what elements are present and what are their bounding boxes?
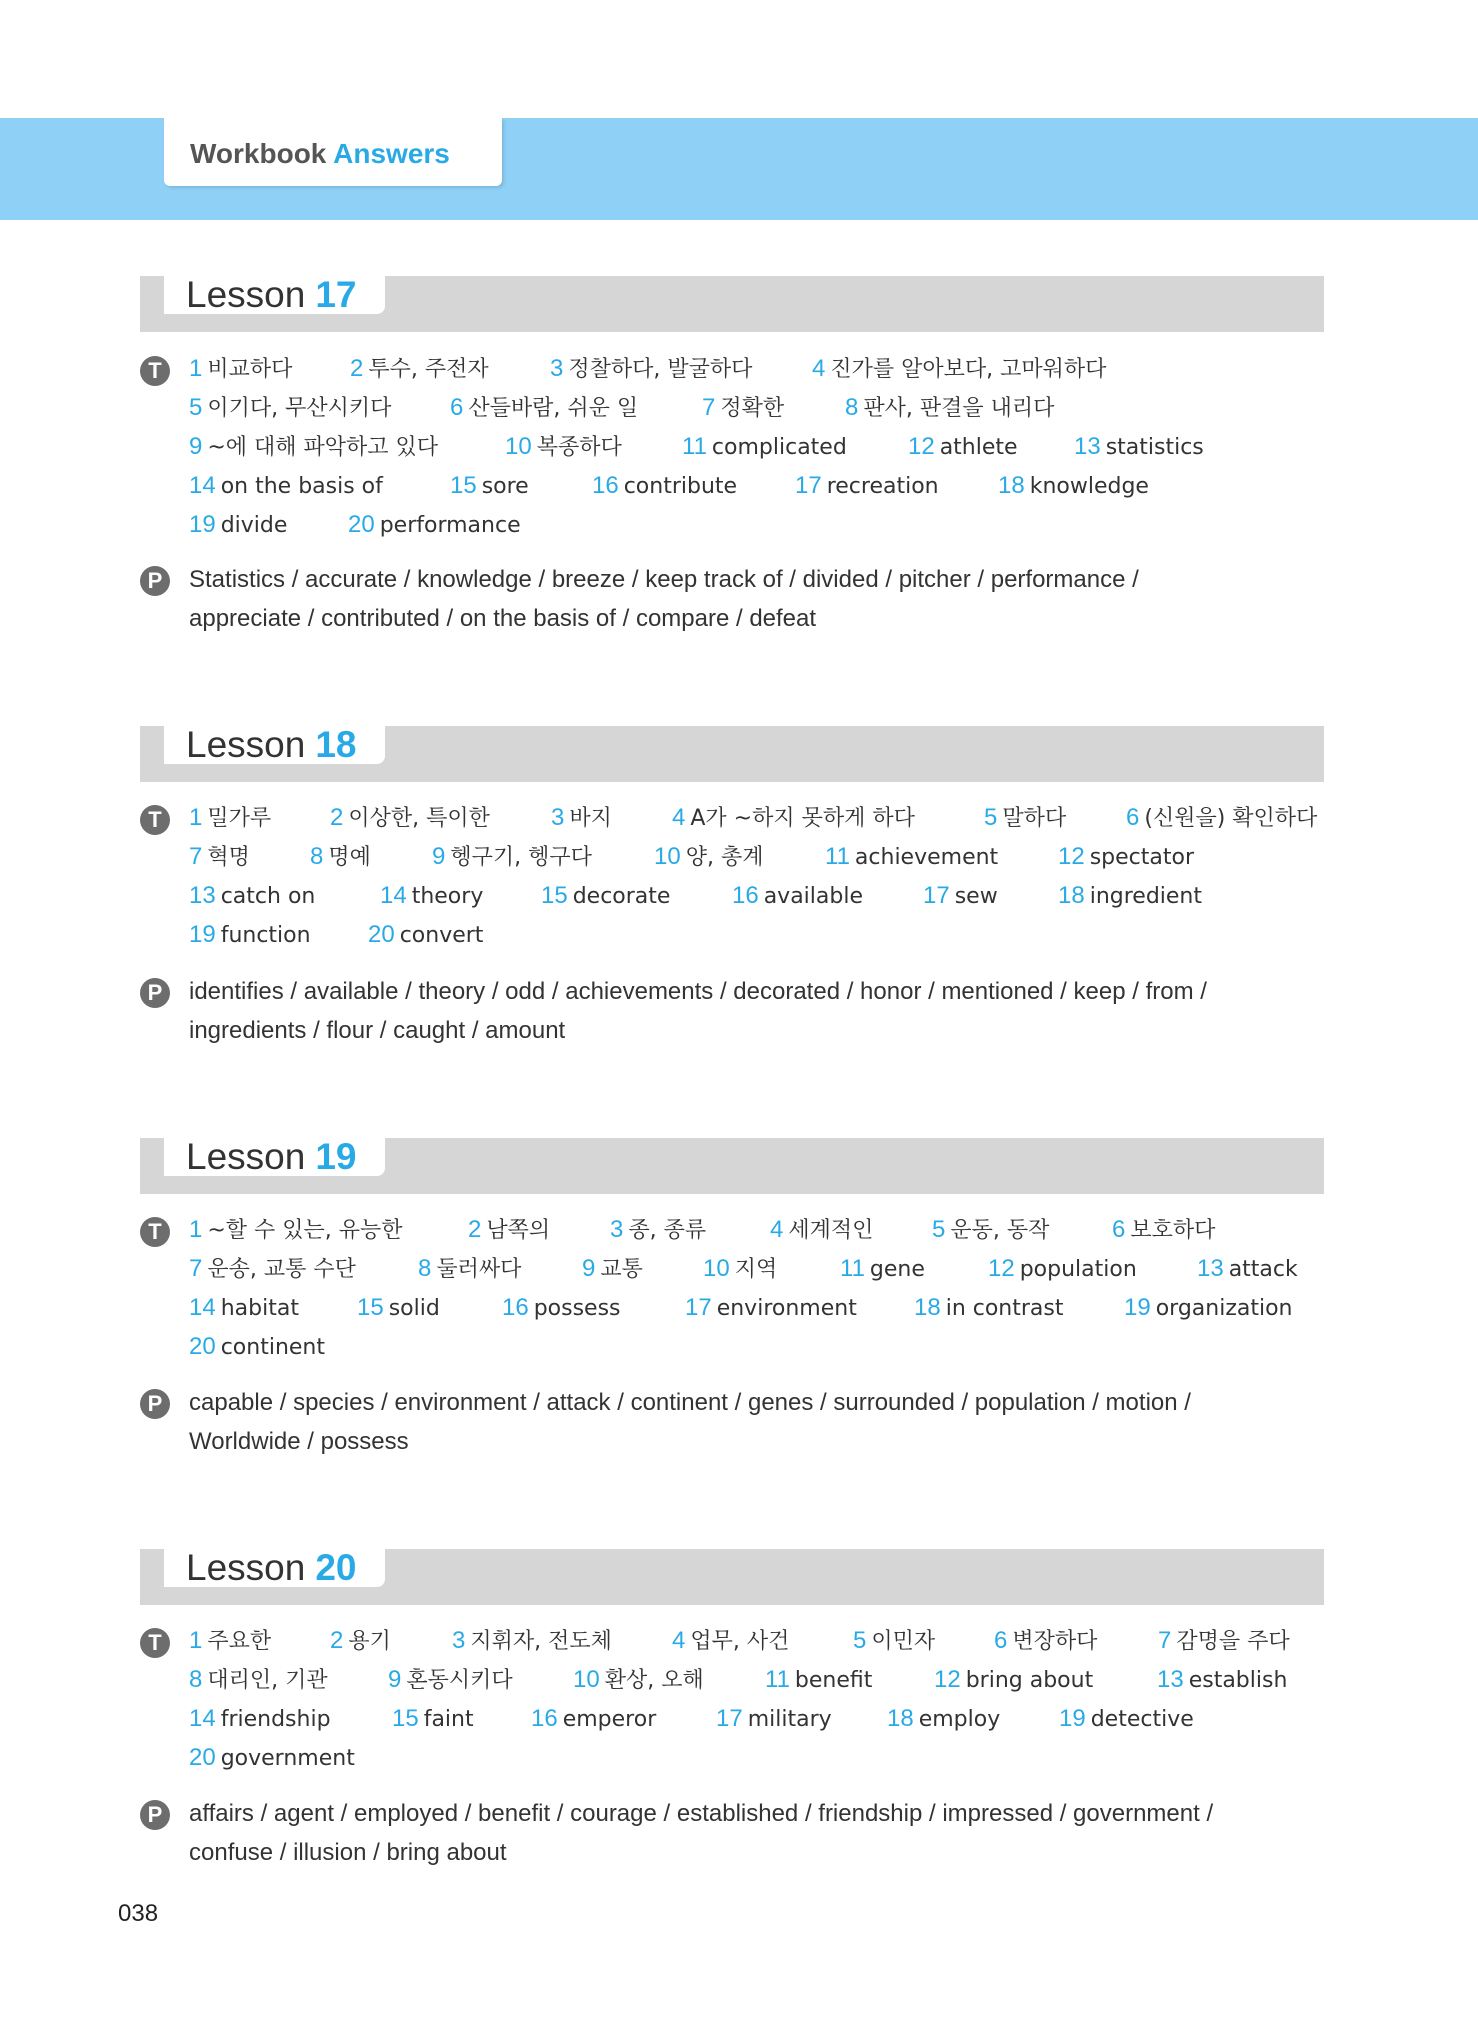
- vocab-item: [357, 1293, 440, 1324]
- vocab-item: [795, 471, 939, 502]
- item-number: 14: [380, 882, 407, 909]
- item-text: 교통: [600, 1257, 643, 1282]
- vocab-item: [887, 1704, 1000, 1735]
- item-number: 15: [450, 472, 477, 499]
- vocab-item: [392, 1704, 474, 1735]
- vocab-item: [189, 471, 383, 502]
- vocab-item: [189, 393, 391, 424]
- vocab-item: [550, 354, 752, 385]
- item-number: 20: [189, 1744, 216, 1771]
- item-text: complicated: [711, 435, 847, 460]
- item-text: 남쪽의: [486, 1218, 551, 1243]
- vocab-item: [189, 510, 287, 541]
- item-text: benefit: [794, 1668, 873, 1693]
- item-text: 환상, 오해: [604, 1668, 704, 1693]
- practice-line: appreciate / contributed / on the basis of / compare / defeat: [189, 605, 817, 632]
- vocab-item: [189, 1254, 356, 1285]
- vocab-item: [1124, 1293, 1293, 1324]
- item-text: (신원을) 확인하다: [1144, 806, 1318, 831]
- item-text: 바지: [569, 806, 612, 831]
- item-number: 10: [654, 843, 681, 870]
- vocab-item: [716, 1704, 832, 1735]
- item-number: 8: [418, 1255, 432, 1282]
- item-text: 정찰하다, 발굴하다: [568, 357, 753, 382]
- item-text: military: [747, 1707, 832, 1732]
- item-text: theory: [411, 884, 484, 909]
- item-number: 20: [368, 921, 395, 948]
- item-number: 5: [853, 1627, 867, 1654]
- item-number: 4: [770, 1216, 784, 1243]
- item-text: habitat: [220, 1296, 299, 1321]
- item-text: catch on: [220, 884, 316, 909]
- item-text: 대리인, 기관: [207, 1668, 328, 1693]
- item-text: 양, 총계: [685, 845, 764, 870]
- t-badge-icon: T: [140, 805, 170, 835]
- vocab-item: [505, 432, 622, 463]
- p-badge-icon: P: [140, 1800, 170, 1830]
- vocab-item: [450, 471, 529, 502]
- item-text: 운동, 동작: [950, 1218, 1050, 1243]
- item-text: 정확한: [720, 396, 785, 421]
- item-text: 업무, 사건: [690, 1629, 790, 1654]
- item-number: 9: [189, 433, 203, 460]
- item-text: 지역: [734, 1257, 778, 1282]
- vocab-item: [914, 1293, 1064, 1324]
- vocab-item: [189, 920, 311, 951]
- item-number: 20: [189, 1333, 216, 1360]
- vocab-item: [189, 803, 271, 834]
- item-text: establish: [1188, 1668, 1288, 1693]
- vocab-item: [330, 803, 490, 834]
- item-number: 6: [450, 394, 464, 421]
- item-text: statistics: [1105, 435, 1204, 460]
- item-number: 11: [765, 1666, 790, 1693]
- vocab-item: [189, 432, 438, 463]
- item-text: convert: [399, 923, 484, 948]
- item-text: continent: [220, 1335, 325, 1360]
- practice-line: Statistics / accurate / knowledge / breeze / keep track of / divided / pitcher / performance /: [189, 566, 1139, 593]
- vocab-item: [923, 881, 998, 912]
- item-text: 혼동시키다: [406, 1668, 513, 1693]
- item-text: 세계적인: [788, 1218, 874, 1243]
- p-badge-icon: P: [140, 978, 170, 1008]
- item-number: 7: [1158, 1627, 1172, 1654]
- item-text: ~에 대해 파악하고 있다: [207, 435, 439, 460]
- item-number: 8: [310, 843, 324, 870]
- item-number: 11: [825, 843, 850, 870]
- vocab-item: [350, 354, 489, 385]
- item-number: 9: [388, 1666, 402, 1693]
- item-text: population: [1019, 1257, 1137, 1282]
- item-number: 11: [682, 433, 707, 460]
- item-number: 8: [845, 394, 859, 421]
- vocab-item: [1059, 1704, 1194, 1735]
- item-text: sore: [481, 474, 529, 499]
- vocab-item: [450, 393, 638, 424]
- item-text: 지휘자, 전도체: [470, 1629, 612, 1654]
- item-number: 2: [330, 804, 344, 831]
- item-text: emperor: [562, 1707, 657, 1732]
- vocab-item: [1058, 881, 1202, 912]
- item-text: ingredient: [1089, 884, 1203, 909]
- item-number: 7: [189, 843, 203, 870]
- vocab-item: [551, 803, 612, 834]
- vocab-item: [189, 1293, 299, 1324]
- lesson-number: 20: [315, 1547, 357, 1588]
- item-number: 10: [573, 1666, 600, 1693]
- item-text: 비교하다: [207, 357, 293, 382]
- item-text: gene: [869, 1257, 925, 1282]
- vocab-item: [702, 393, 784, 424]
- item-number: 1: [189, 1627, 203, 1654]
- vocab-item: [189, 1332, 325, 1363]
- item-text: 투수, 주전자: [368, 357, 489, 382]
- t-badge-icon: T: [140, 1628, 170, 1658]
- item-number: 9: [432, 843, 446, 870]
- vocab-item: [984, 803, 1066, 834]
- item-number: 2: [468, 1216, 482, 1243]
- vocab-item: [908, 432, 1018, 463]
- lesson-title: [186, 272, 356, 318]
- item-text: 말하다: [1002, 806, 1067, 831]
- item-number: 15: [357, 1294, 384, 1321]
- vocab-item: [189, 1704, 331, 1735]
- practice-line: identifies / available / theory / odd / achievements / decorated / honor / mentioned / keep / from /: [189, 978, 1207, 1005]
- vocab-item: [189, 354, 292, 385]
- item-number: 5: [932, 1216, 946, 1243]
- item-number: 17: [923, 882, 950, 909]
- item-text: 혁명: [207, 845, 250, 870]
- item-number: 1: [189, 355, 203, 382]
- item-number: 8: [189, 1666, 203, 1693]
- item-number: 19: [189, 921, 216, 948]
- item-number: 3: [610, 1216, 624, 1243]
- item-text: 헹구기, 헹구다: [450, 845, 592, 870]
- item-number: 4: [672, 1627, 686, 1654]
- item-text: sew: [954, 884, 998, 909]
- item-number: 5: [189, 394, 203, 421]
- item-number: 6: [994, 1627, 1008, 1654]
- vocab-item: [988, 1254, 1137, 1285]
- vocab-item: [610, 1215, 706, 1246]
- item-number: 4: [812, 355, 826, 382]
- vocab-item: [468, 1215, 550, 1246]
- vocab-item: [685, 1293, 857, 1324]
- item-number: 6: [1112, 1216, 1126, 1243]
- vocab-item: [189, 842, 250, 873]
- item-text: 둘러싸다: [436, 1257, 522, 1282]
- item-text: faint: [423, 1707, 474, 1732]
- lesson-title: [186, 1134, 356, 1180]
- item-text: 주요한: [207, 1629, 272, 1654]
- vocab-item: [541, 881, 670, 912]
- item-text: in contrast: [945, 1296, 1064, 1321]
- item-text: 감명을 주다: [1176, 1629, 1290, 1654]
- item-text: 명예: [328, 845, 371, 870]
- item-number: 3: [550, 355, 564, 382]
- vocab-item: [1197, 1254, 1298, 1285]
- item-number: 13: [1074, 433, 1101, 460]
- vocab-item: [348, 510, 521, 541]
- item-number: 11: [840, 1255, 865, 1282]
- item-text: 이기다, 무산시키다: [207, 396, 392, 421]
- vocab-item: [189, 881, 315, 912]
- item-text: attack: [1228, 1257, 1298, 1282]
- item-number: 17: [716, 1705, 743, 1732]
- item-text: function: [220, 923, 311, 948]
- vocab-item: [592, 471, 737, 502]
- item-text: 보호하다: [1130, 1218, 1216, 1243]
- vocab-item: [845, 393, 1054, 424]
- vocab-item: [770, 1215, 873, 1246]
- vocab-item: [418, 1254, 521, 1285]
- item-number: 19: [1059, 1705, 1086, 1732]
- lesson-label: Lesson: [186, 1136, 306, 1177]
- item-number: 12: [908, 433, 935, 460]
- item-number: 15: [541, 882, 568, 909]
- item-number: 17: [795, 472, 822, 499]
- item-text: contribute: [623, 474, 738, 499]
- item-number: 1: [189, 1216, 203, 1243]
- lesson-title: [186, 722, 356, 768]
- item-text: environment: [716, 1296, 857, 1321]
- vocab-item: [330, 1626, 391, 1657]
- item-number: 18: [887, 1705, 914, 1732]
- item-number: 13: [189, 882, 216, 909]
- vocab-item: [531, 1704, 656, 1735]
- vocab-item: [573, 1665, 704, 1696]
- item-number: 16: [732, 882, 759, 909]
- item-text: 이상한, 특이한: [348, 806, 490, 831]
- item-number: 19: [189, 511, 216, 538]
- vocab-item: [932, 1215, 1049, 1246]
- item-number: 6: [1126, 804, 1140, 831]
- item-text: 산들바람, 쉬운 일: [468, 396, 639, 421]
- item-number: 15: [392, 1705, 419, 1732]
- lesson-number: 17: [315, 274, 357, 315]
- item-text: government: [220, 1746, 355, 1771]
- vocab-item: [1158, 1626, 1290, 1657]
- practice-line: Worldwide / possess: [189, 1428, 409, 1455]
- item-text: possess: [533, 1296, 621, 1321]
- lesson-label: Lesson: [186, 724, 306, 765]
- item-text: on the basis of: [220, 474, 383, 499]
- vocab-item: [380, 881, 483, 912]
- item-text: friendship: [220, 1707, 331, 1732]
- vocab-item: [825, 842, 998, 873]
- item-number: 18: [998, 472, 1025, 499]
- vocab-item: [732, 881, 863, 912]
- item-number: 18: [1058, 882, 1085, 909]
- vocab-item: [189, 1215, 403, 1246]
- item-text: knowledge: [1029, 474, 1149, 499]
- item-text: ~할 수 있는, 유능한: [207, 1218, 403, 1243]
- p-badge-icon: P: [140, 566, 170, 596]
- practice-line: capable / species / environment / attack / continent / genes / surrounded / population / motion /: [189, 1389, 1191, 1416]
- vocab-item: [1074, 432, 1204, 463]
- practice-line: confuse / illusion / bring about: [189, 1839, 507, 1866]
- item-text: 종, 종류: [628, 1218, 707, 1243]
- page-title-word2: Answers: [333, 138, 450, 169]
- item-text: 밀가루: [207, 806, 272, 831]
- item-number: 10: [505, 433, 532, 460]
- item-number: 14: [189, 1294, 216, 1321]
- item-text: achievement: [854, 845, 999, 870]
- vocab-item: [853, 1626, 935, 1657]
- item-number: 18: [914, 1294, 941, 1321]
- item-number: 12: [934, 1666, 961, 1693]
- vocab-item: [765, 1665, 872, 1696]
- item-text: bring about: [965, 1668, 1094, 1693]
- item-text: divide: [220, 513, 288, 538]
- vocab-item: [672, 1626, 789, 1657]
- practice-line: affairs / agent / employed / benefit / courage / established / friendship / impressed / government /: [189, 1800, 1214, 1827]
- item-number: 7: [189, 1255, 203, 1282]
- vocab-item: [189, 1665, 328, 1696]
- item-number: 2: [350, 355, 364, 382]
- vocab-item: [812, 354, 1106, 385]
- item-text: 판사, 판결을 내리다: [863, 396, 1055, 421]
- item-text: solid: [388, 1296, 440, 1321]
- vocab-item: [934, 1665, 1093, 1696]
- item-text: 이민자: [871, 1629, 936, 1654]
- page-number: 038: [118, 1900, 159, 1927]
- lesson-title: [186, 1545, 356, 1591]
- vocab-item: [998, 471, 1149, 502]
- vocab-item: [582, 1254, 643, 1285]
- item-text: recreation: [826, 474, 939, 499]
- item-text: 운송, 교통 수단: [207, 1257, 356, 1282]
- item-number: 7: [702, 394, 716, 421]
- vocab-item: [432, 842, 592, 873]
- item-number: 3: [452, 1627, 466, 1654]
- item-number: 3: [551, 804, 565, 831]
- item-number: 13: [1157, 1666, 1184, 1693]
- item-number: 20: [348, 511, 375, 538]
- vocab-item: [502, 1293, 621, 1324]
- item-number: 2: [330, 1627, 344, 1654]
- vocab-item: [189, 1743, 355, 1774]
- vocab-item: [388, 1665, 513, 1696]
- item-number: 13: [1197, 1255, 1224, 1282]
- item-text: athlete: [939, 435, 1018, 460]
- item-text: 변장하다: [1012, 1629, 1098, 1654]
- vocab-item: [703, 1254, 777, 1285]
- item-number: 10: [703, 1255, 730, 1282]
- t-badge-icon: T: [140, 1217, 170, 1247]
- item-text: organization: [1155, 1296, 1293, 1321]
- page-title: [190, 138, 450, 170]
- p-badge-icon: P: [140, 1389, 170, 1419]
- item-text: A가 ~하지 못하게 하다: [690, 806, 915, 831]
- lesson-number: 19: [315, 1136, 357, 1177]
- item-text: spectator: [1089, 845, 1194, 870]
- lesson-label: Lesson: [186, 1547, 306, 1588]
- vocab-item: [310, 842, 371, 873]
- practice-line: ingredients / flour / caught / amount: [189, 1017, 566, 1044]
- item-text: decorate: [572, 884, 671, 909]
- item-text: performance: [379, 513, 521, 538]
- vocab-item: [452, 1626, 612, 1657]
- vocab-item: [654, 842, 763, 873]
- vocab-item: [994, 1626, 1097, 1657]
- item-number: 4: [672, 804, 686, 831]
- item-text: 진가를 알아보다, 고마워하다: [830, 357, 1107, 382]
- vocab-item: [672, 803, 915, 834]
- item-text: employ: [918, 1707, 1001, 1732]
- item-number: 16: [502, 1294, 529, 1321]
- t-badge-icon: T: [140, 356, 170, 386]
- item-number: 17: [685, 1294, 712, 1321]
- item-number: 16: [531, 1705, 558, 1732]
- page-title-word1: Workbook: [190, 138, 327, 169]
- item-text: 용기: [348, 1629, 391, 1654]
- item-number: 9: [582, 1255, 596, 1282]
- lesson-label: Lesson: [186, 274, 306, 315]
- item-text: 복종하다: [536, 435, 622, 460]
- item-number: 1: [189, 804, 203, 831]
- item-number: 5: [984, 804, 998, 831]
- item-number: 12: [988, 1255, 1015, 1282]
- item-text: detective: [1090, 1707, 1194, 1732]
- vocab-item: [840, 1254, 925, 1285]
- vocab-item: [368, 920, 483, 951]
- item-number: 14: [189, 1705, 216, 1732]
- vocab-item: [1058, 842, 1194, 873]
- vocab-item: [189, 1626, 271, 1657]
- lesson-number: 18: [315, 724, 357, 765]
- item-number: 16: [592, 472, 619, 499]
- vocab-item: [1112, 1215, 1215, 1246]
- item-number: 19: [1124, 1294, 1151, 1321]
- vocab-item: [1157, 1665, 1287, 1696]
- item-number: 14: [189, 472, 216, 499]
- vocab-item: [1126, 803, 1317, 834]
- item-number: 12: [1058, 843, 1085, 870]
- vocab-item: [682, 432, 847, 463]
- item-text: available: [763, 884, 864, 909]
